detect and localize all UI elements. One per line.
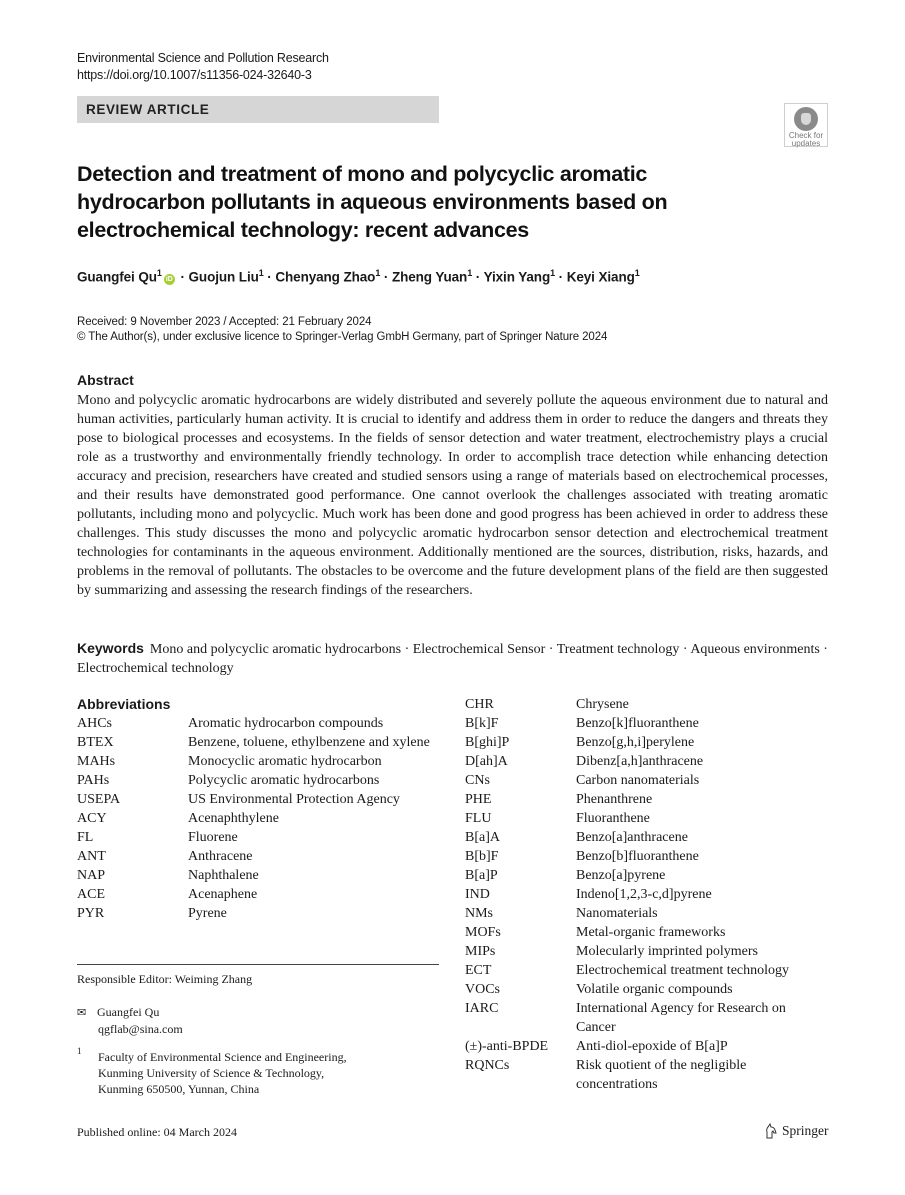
corresponding-email[interactable]: qgflab@sina.com <box>98 1022 183 1036</box>
abbreviation-row <box>465 885 828 904</box>
orcid-icon[interactable]: iD <box>164 274 175 285</box>
corresponding-author <box>77 1004 183 1037</box>
abbreviations-heading: Abbreviations <box>77 696 171 712</box>
abbreviation-row <box>465 809 828 828</box>
article-type-banner: REVIEW ARTICLE <box>77 96 439 123</box>
abbreviation-definition: Benzo[a]pyrene <box>576 868 666 883</box>
abbreviation-row <box>465 980 828 999</box>
abstract-text: Mono and polycyclic aromatic hydrocarbons are widely distributed and severely pollute the aqueous environment due to natural and human activities, particularly human activity. It is crucial to identify and address them in order to reduce the dangers and threats they pose to biological processes and ecosystems. In the fields of sensor detection and water treatment, electrochemistry plays a crucial role as a trustworthy and environmentally friendly technology. In order to accomplish trace detection while enhancing detection accuracy and precision, researchers have created and studied sensors using a range of materials based on electrochemical processes, and their results have demonstrated good performance. One cannot overlook the challenges associated with treating aromatic pollutants, including mono and polycyclic. Much work has been done and good progress has been achieved in order to address these challenges. This study discusses the mono and polycyclic aromatic hydrocarbon sensor detection and electrochemical treatment technologies for contaminants in the aqueous environment. Additionally mentioned are the sources, distribution, risks, hazards, and problems in the removal of pollutants. The obstacles to be overcome and the future development plans of the field are then suggested by summarizing and assessing the research findings of the researchers. <box>77 393 828 598</box>
abbreviation-term: USEPA <box>77 792 121 807</box>
abbreviation-term: PAHs <box>77 773 110 788</box>
footnote-divider <box>77 964 439 965</box>
abbreviation-definition: Benzo[b]fluoranthene <box>576 849 699 864</box>
abbreviation-term: ACY <box>77 811 107 826</box>
abbreviation-row <box>465 752 828 771</box>
abbreviation-term: (±)-anti-BPDE <box>465 1039 549 1054</box>
abbreviation-definition: Volatile organic compounds <box>576 982 733 997</box>
abbreviation-term: VOCs <box>465 982 501 997</box>
author-affiliation-mark: 1 <box>467 268 473 278</box>
affiliation-line: Kunming 650500, Yunnan, China <box>98 1082 260 1096</box>
abbreviation-row <box>465 695 828 714</box>
author-name[interactable]: Guojun Liu <box>188 269 259 285</box>
abbreviation-term: B[k]F <box>465 716 499 731</box>
abbreviation-definition: Pyrene <box>188 906 227 921</box>
abbreviation-row <box>77 885 439 904</box>
author-name[interactable]: Guangfei Qu <box>77 269 157 285</box>
abbreviation-row <box>465 904 828 923</box>
author-affiliation-mark: 1 <box>375 268 381 278</box>
abbreviation-definition: Acenaphene <box>188 887 258 902</box>
abbreviation-term: PYR <box>77 906 105 921</box>
abbreviation-row <box>77 866 439 885</box>
abbreviation-row <box>77 733 439 752</box>
abbreviation-definition: Anti-diol-epoxide of B[a]P <box>576 1039 728 1054</box>
abbreviation-definition: Benzo[g,h,i]perylene <box>576 735 695 750</box>
abbreviation-row <box>465 733 828 752</box>
abbreviation-term: MOFs <box>465 925 501 940</box>
author-name[interactable]: Yixin Yang <box>483 269 551 285</box>
abbreviation-definition: Aromatic hydrocarbon compounds <box>188 716 384 731</box>
abbreviation-term: AHCs <box>77 716 113 731</box>
abbreviation-term: MAHs <box>77 754 116 769</box>
author-separator: · <box>176 269 189 285</box>
affiliation-line: Faculty of Environmental Science and Engineering, <box>98 1050 347 1064</box>
abbreviation-definition: Indeno[1,2,3-c,d]pyrene <box>576 887 712 902</box>
author-separator: · <box>472 269 484 285</box>
abbreviation-definition: International Agency for Research on Cancer <box>576 1001 786 1035</box>
abbreviation-definition: Electrochemical treatment technology <box>576 963 790 978</box>
abbreviations-right-column <box>465 695 828 1094</box>
author-list <box>77 268 640 285</box>
abbreviation-row <box>77 809 439 828</box>
abbreviation-term: B[a]A <box>465 830 500 845</box>
abbreviation-term: FLU <box>465 811 492 826</box>
copyright-notice: © The Author(s), under exclusive licence to Springer-Verlag GmbH Germany, part of Springer Nature 2024 <box>77 331 608 343</box>
author-separator: · <box>263 269 276 285</box>
abbreviation-definition: Fluoranthene <box>576 811 650 826</box>
abbreviation-definition: Dibenz[a,h]anthracene <box>576 754 704 769</box>
abbreviation-row <box>465 828 828 847</box>
abbreviation-term: CNs <box>465 773 490 788</box>
abbreviation-definition: Acenaphthylene <box>188 811 279 826</box>
abbreviation-definition: Nanomaterials <box>576 906 658 921</box>
abbreviation-row <box>465 714 828 733</box>
abbreviation-row <box>465 790 828 809</box>
doi-link[interactable]: https://doi.org/10.1007/s11356-024-32640-3 <box>77 68 312 82</box>
abbreviation-row <box>77 790 439 809</box>
abbreviation-definition: Naphthalene <box>188 868 259 883</box>
abbreviation-term: ACE <box>77 887 105 902</box>
abbreviation-definition: Benzene, toluene, ethylbenzene and xylene <box>188 735 430 750</box>
author-name[interactable]: Chenyang Zhao <box>275 269 376 285</box>
author-name[interactable]: Zheng Yuan <box>391 269 468 285</box>
abbreviation-term: FL <box>77 830 94 845</box>
publisher-logo[interactable] <box>764 1123 829 1139</box>
keywords-text: Mono and polycyclic aromatic hydrocarbons · Electrochemical Sensor · Treatment technology · Aqueous environments · Electrochemical technology <box>77 642 828 676</box>
affiliation-line: Kunming University of Science & Technology, <box>98 1066 325 1080</box>
abbreviation-row <box>465 942 828 961</box>
abbreviation-definition: Metal-organic frameworks <box>576 925 726 940</box>
received-dates: Received: 9 November 2023 / Accepted: 21 February 2024 <box>77 316 372 328</box>
abbreviation-row <box>465 1056 828 1094</box>
abbreviation-row <box>465 923 828 942</box>
keywords <box>77 639 828 678</box>
check-for-updates-badge[interactable] <box>784 103 828 147</box>
abbreviation-row <box>77 904 439 923</box>
abbreviation-term: B[b]F <box>465 849 499 864</box>
abbreviation-term: D[ah]A <box>465 754 508 769</box>
abbreviation-definition: Phenanthrene <box>576 792 653 807</box>
abbreviation-row <box>465 999 828 1037</box>
author-affiliation-mark: 1 <box>156 268 162 278</box>
abbreviation-definition: Risk quotient of the negligible concentrations <box>576 1058 747 1092</box>
abbreviation-definition: US Environmental Protection Agency <box>188 792 400 807</box>
abbreviation-definition: Monocyclic aromatic hydrocarbon <box>188 754 382 769</box>
corresponding-name: Guangfei Qu <box>97 1005 160 1019</box>
abbreviation-row <box>465 1037 828 1056</box>
abbreviation-definition: Chrysene <box>576 697 629 712</box>
abbreviation-row <box>465 961 828 980</box>
abbreviation-row <box>77 752 439 771</box>
article-title: Detection and treatment of mono and polycyclic aromatic hydrocarbon pollutants in aqueous environments based on electrochemical technology: recent advances <box>77 162 668 242</box>
published-online: Published online: 04 March 2024 <box>77 1125 237 1139</box>
abbreviation-term: RQNCs <box>465 1058 510 1073</box>
abbreviation-definition: Anthracene <box>188 849 253 864</box>
abbreviation-term: ECT <box>465 963 492 978</box>
abbreviations-left-column <box>77 714 439 923</box>
responsible-editor: Responsible Editor: Weiming Zhang <box>77 972 253 986</box>
abbreviation-row <box>465 866 828 885</box>
affiliation <box>98 1049 398 1097</box>
abbreviation-term: IARC <box>465 1001 499 1016</box>
abbreviation-definition: Fluorene <box>188 830 238 845</box>
abbreviation-row <box>465 847 828 866</box>
abbreviation-definition: Molecularly imprinted polymers <box>576 944 758 959</box>
mail-icon: ✉ <box>77 1006 87 1019</box>
abbreviation-term: B[ghi]P <box>465 735 510 750</box>
journal-name: Environmental Science and Pollution Research <box>77 51 329 65</box>
springer-horse-icon <box>764 1123 778 1139</box>
abbreviation-row <box>465 771 828 790</box>
abbreviation-term: PHE <box>465 792 492 807</box>
author-separator: · <box>555 269 567 285</box>
abbreviation-row <box>77 847 439 866</box>
author-affiliation-mark: 1 <box>550 268 556 278</box>
check-updates-label: Check for updates <box>788 131 824 148</box>
abbreviation-definition: Polycyclic aromatic hydrocarbons <box>188 773 380 788</box>
author-affiliation-mark: 1 <box>634 268 640 278</box>
author-separator: · <box>380 269 392 285</box>
abbreviation-definition: Carbon nanomaterials <box>576 773 700 788</box>
author-affiliation-mark: 1 <box>258 268 264 278</box>
abbreviation-term: NAP <box>77 868 106 883</box>
abbreviation-term: ANT <box>77 849 106 864</box>
abbreviation-term: CHR <box>465 697 494 712</box>
abbreviation-definition: Benzo[a]anthracene <box>576 830 688 845</box>
affiliation-number: 1 <box>77 1046 82 1056</box>
abbreviation-term: B[a]P <box>465 868 498 883</box>
abbreviation-term: MIPs <box>465 944 496 959</box>
abbreviation-row <box>77 828 439 847</box>
abbreviation-term: NMs <box>465 906 494 921</box>
bookmark-icon <box>794 107 818 131</box>
abbreviation-row <box>77 714 439 733</box>
abbreviation-definition: Benzo[k]fluoranthene <box>576 716 699 731</box>
author-name[interactable]: Keyi Xiang <box>566 269 635 285</box>
publisher-name: Springer <box>782 1123 829 1138</box>
abbreviation-row <box>77 771 439 790</box>
keywords-label: Keywords <box>77 640 144 656</box>
abbreviation-term: IND <box>465 887 490 902</box>
abbreviation-term: BTEX <box>77 735 114 750</box>
abstract-heading: Abstract <box>77 372 134 388</box>
